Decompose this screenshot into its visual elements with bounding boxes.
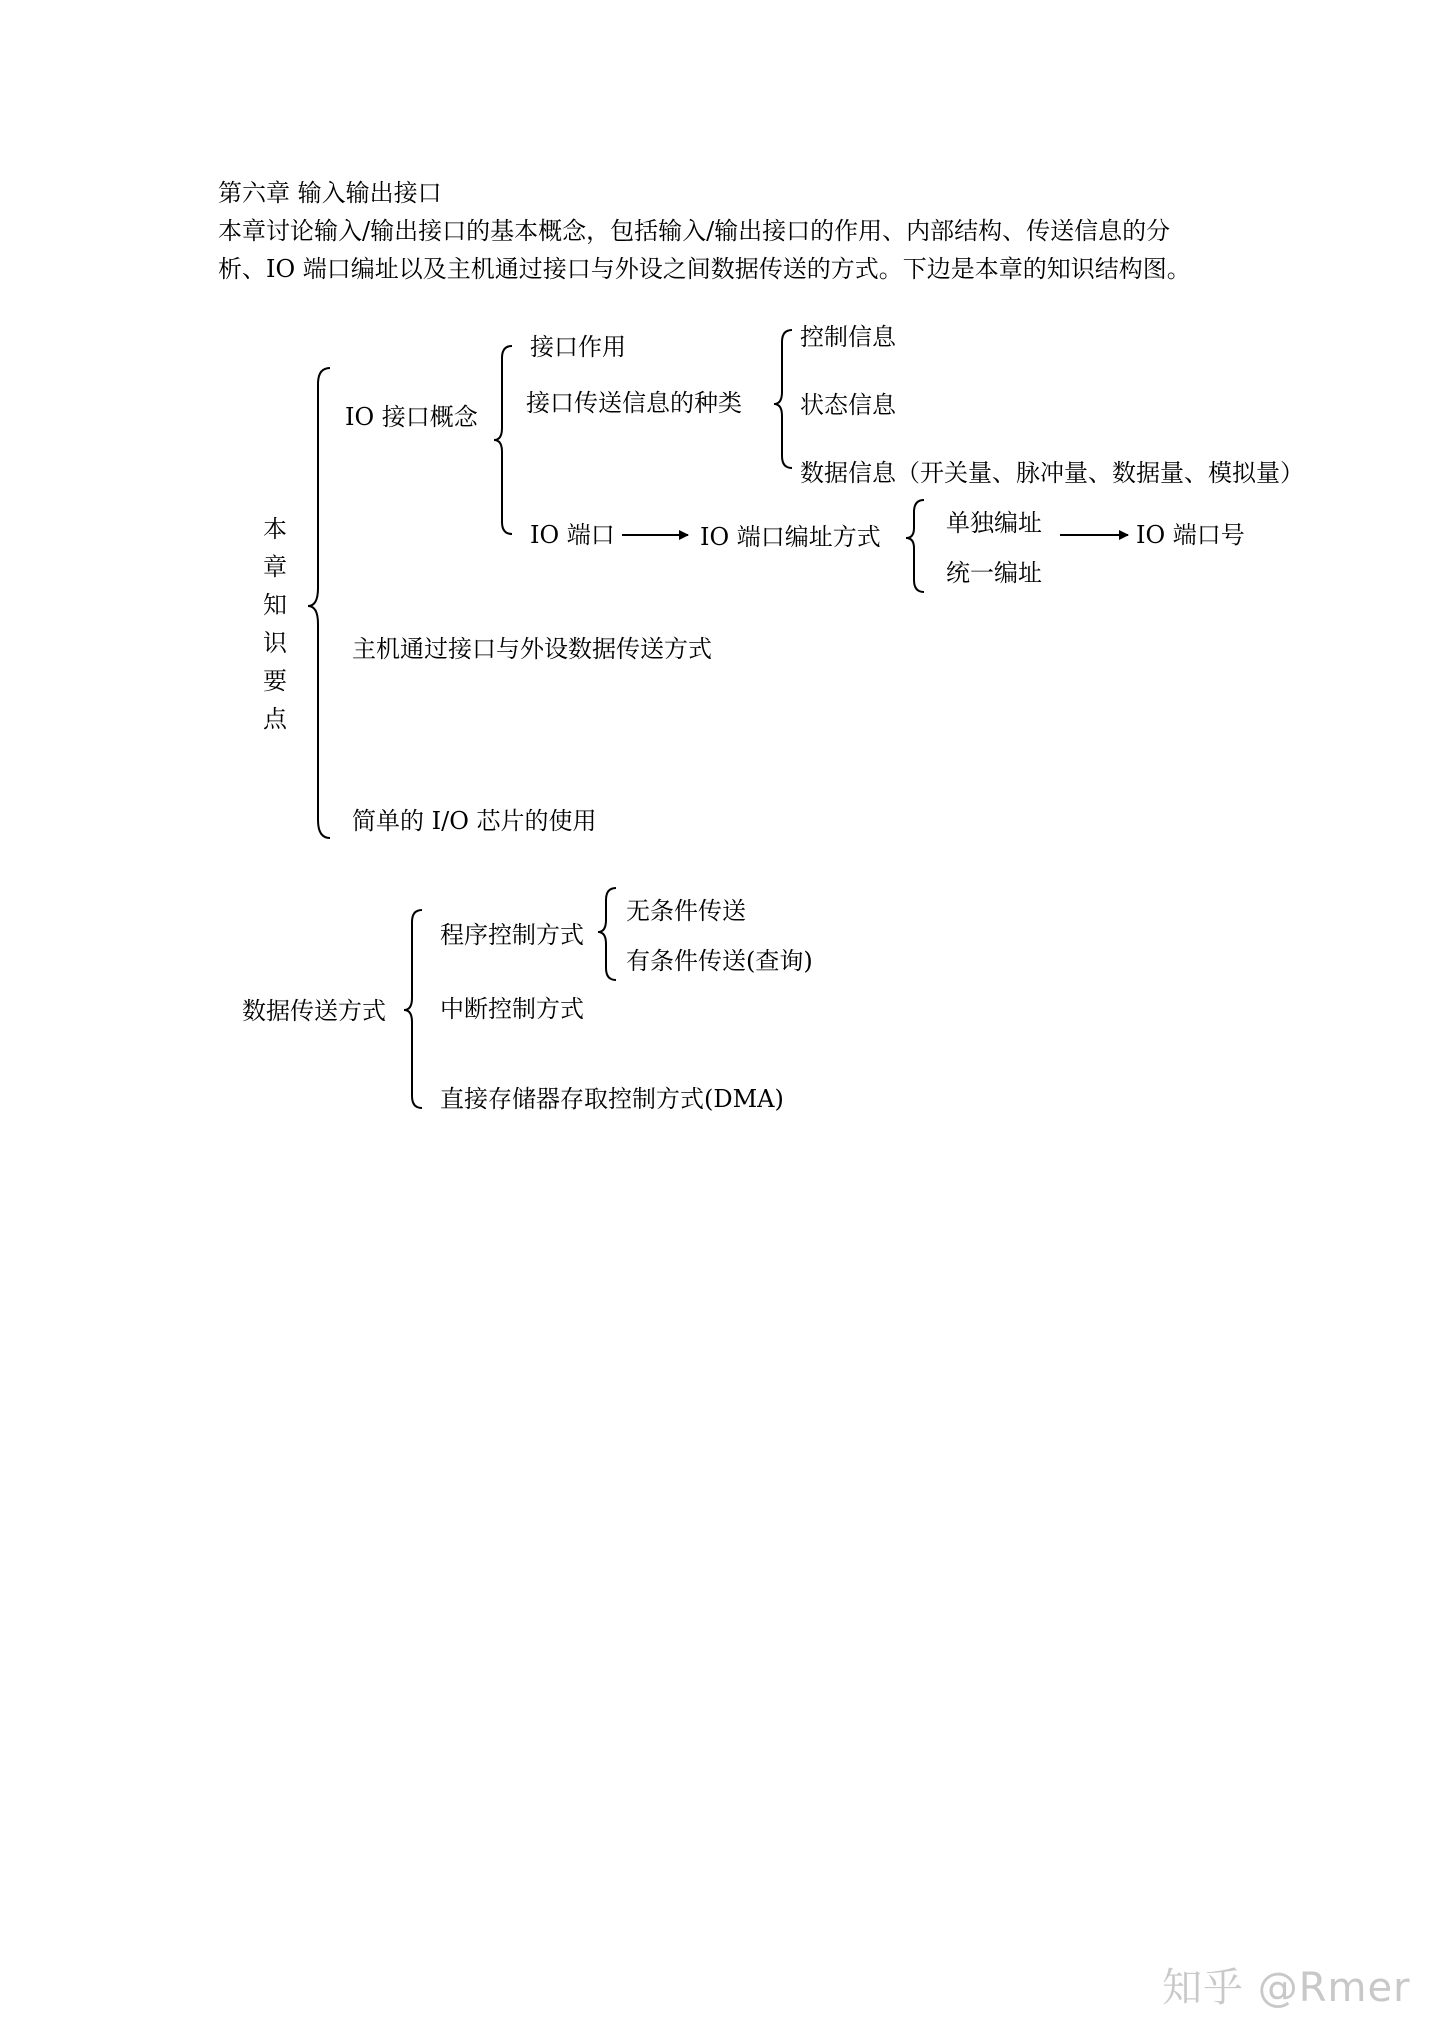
intro-paragraph-line-2: 析、IO 端口编址以及主机通过接口与外设之间数据传送的方式。下边是本章的知识结构图。 — [218, 255, 1191, 283]
brace-addressing — [906, 500, 924, 592]
brace-main — [308, 368, 330, 838]
brace-io-concept — [494, 346, 512, 534]
chapter-heading: 第六章 输入输出接口 — [218, 179, 442, 207]
node-unified-addressing: 统一编址 — [946, 559, 1042, 587]
root-char-2: 章 — [263, 553, 287, 581]
node-host-transfer: 主机通过接口与外设数据传送方式 — [352, 635, 712, 663]
node-conditional: 有条件传送(查询) — [626, 947, 813, 975]
watermark: 知乎 @Rmer — [1162, 1965, 1411, 2011]
node-unconditional: 无条件传送 — [626, 897, 746, 925]
node-transfer-root: 数据传送方式 — [242, 997, 386, 1025]
brace-transfer — [404, 910, 422, 1108]
node-status-info: 状态信息 — [800, 391, 896, 419]
node-separate-addressing: 单独编址 — [946, 509, 1042, 537]
node-io-concept: IO 接口概念 — [345, 403, 478, 431]
node-io-port: IO 端口 — [530, 521, 615, 549]
root-char-6: 点 — [263, 705, 287, 733]
brace-program-control — [598, 888, 616, 980]
brace-info-types — [774, 330, 792, 468]
root-char-5: 要 — [263, 667, 287, 695]
node-info-types: 接口传送信息的种类 — [526, 389, 742, 417]
node-control-info: 控制信息 — [800, 323, 896, 351]
node-interface-role: 接口作用 — [530, 333, 626, 361]
root-char-1: 本 — [263, 515, 287, 543]
node-port-addressing: IO 端口编址方式 — [700, 523, 881, 551]
node-simple-io-chip: 简单的 I/O 芯片的使用 — [352, 807, 597, 835]
intro-paragraph-line-1: 本章讨论输入/输出接口的基本概念，包括输入/输出接口的作用、内部结构、传送信息的分 — [218, 217, 1171, 245]
node-program-control: 程序控制方式 — [440, 921, 584, 949]
node-interrupt: 中断控制方式 — [440, 995, 584, 1023]
node-data-info: 数据信息（开关量、脉冲量、数据量、模拟量） — [800, 459, 1304, 487]
root-char-3: 知 — [263, 591, 287, 619]
node-port-number: IO 端口号 — [1136, 521, 1245, 549]
node-dma: 直接存储器存取控制方式(DMA) — [440, 1085, 784, 1113]
root-char-4: 识 — [263, 629, 287, 657]
